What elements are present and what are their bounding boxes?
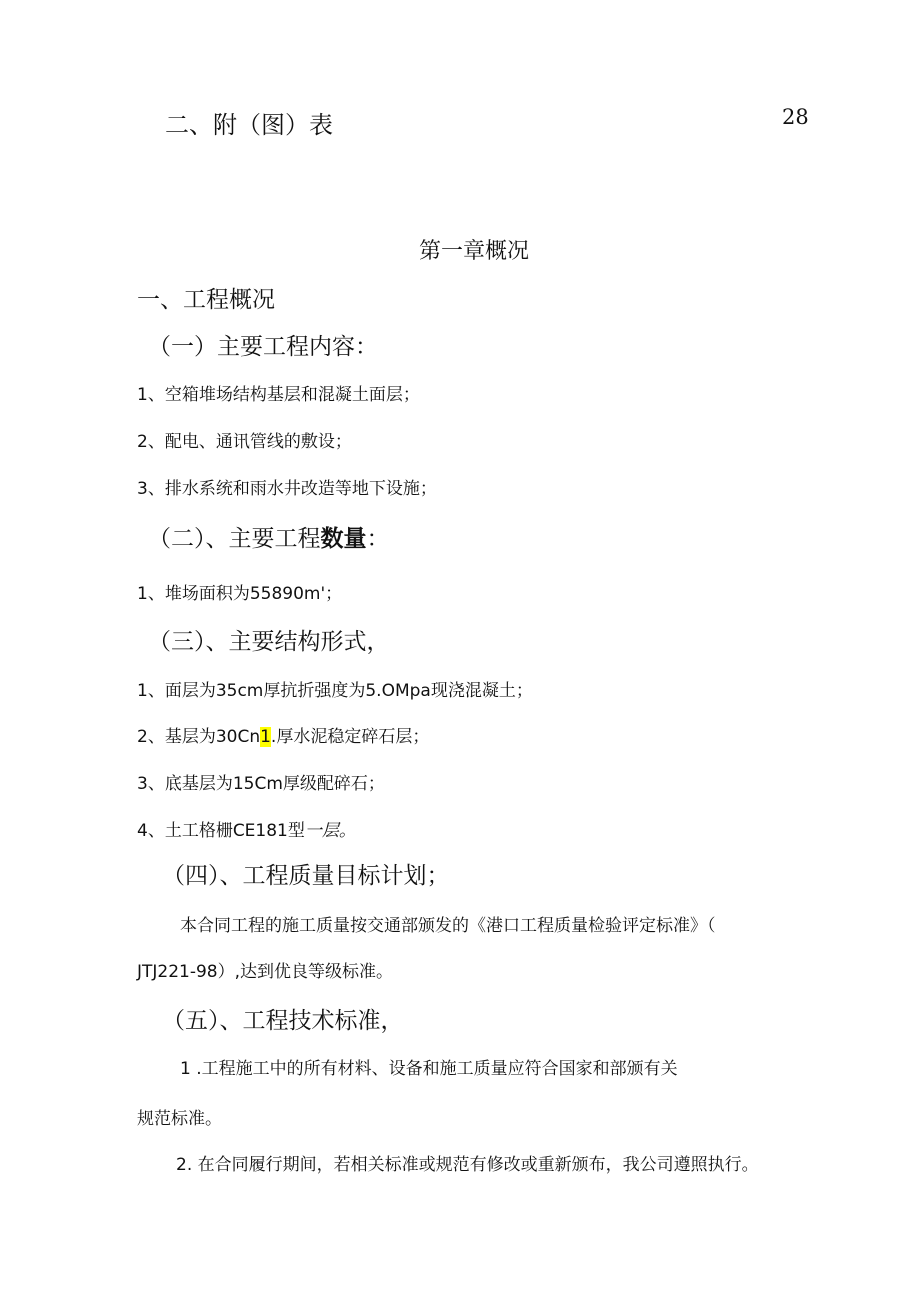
toc-page-number: 28 xyxy=(782,105,809,129)
highlighted-text: 1 xyxy=(260,727,271,747)
paragraph-line: 本合同工程的施工质量按交通部颁发的《港口工程质量检验评定标准》（ xyxy=(180,916,716,936)
list-item-text: 2、基层为30Cn xyxy=(137,727,261,747)
list-item: 1、空箱堆场结构基层和混凝土面层； xyxy=(137,385,420,405)
paragraph-line: 2. 在合同履行期间，若相关标准或规范有修改或重新颁布，我公司遵照执行。 xyxy=(176,1155,759,1175)
list-item: 1、面层为35cm厚抗折强度为5.OMpa现浇混凝土； xyxy=(137,681,533,701)
paragraph-line: 规范标准。 xyxy=(137,1109,222,1129)
subsection-title-5: （五）、工程技术标准， xyxy=(162,1008,404,1034)
toc-entry: 二、附（图）表 xyxy=(165,111,333,139)
list-item: 2、配电、通讯管线的敷设； xyxy=(137,432,352,452)
subsection-title-2-part: （二）、主要工程 xyxy=(148,526,321,552)
subsection-title-2-bold: 数量 xyxy=(320,526,367,552)
list-item-text: 4、土工格栅CE181型 xyxy=(137,821,305,841)
chapter-title: 第一章概况 xyxy=(418,239,529,264)
list-item: 3、排水系统和雨水井改造等地下设施； xyxy=(137,479,437,499)
section-title: 一、工程概况 xyxy=(137,287,275,313)
list-item: 3、底基层为15Cm厚级配碎石； xyxy=(137,774,385,794)
list-item xyxy=(137,722,429,747)
subsection-title-3: （三）、主要结构形式， xyxy=(148,629,390,655)
list-item-text: .厚水泥稳定碎石层； xyxy=(270,727,430,747)
subsection-title-2-colon: ： xyxy=(366,526,390,552)
list-item: 1、堆场面积为55890m'； xyxy=(137,584,343,604)
paragraph-line: 1 .工程施工中的所有材料、设备和施工质量应符合国家和部颁有关 xyxy=(180,1059,678,1079)
subsection-title-4: （四）、工程质量目标计划； xyxy=(162,863,450,889)
list-item-italic: 一层。 xyxy=(304,821,356,841)
list-item xyxy=(137,816,356,841)
paragraph-line: JTJ221-98）,达到优良等级标准。 xyxy=(137,962,394,982)
subsection-title-2 xyxy=(148,520,390,553)
subsection-title-1: （一）主要工程内容： xyxy=(148,334,378,360)
